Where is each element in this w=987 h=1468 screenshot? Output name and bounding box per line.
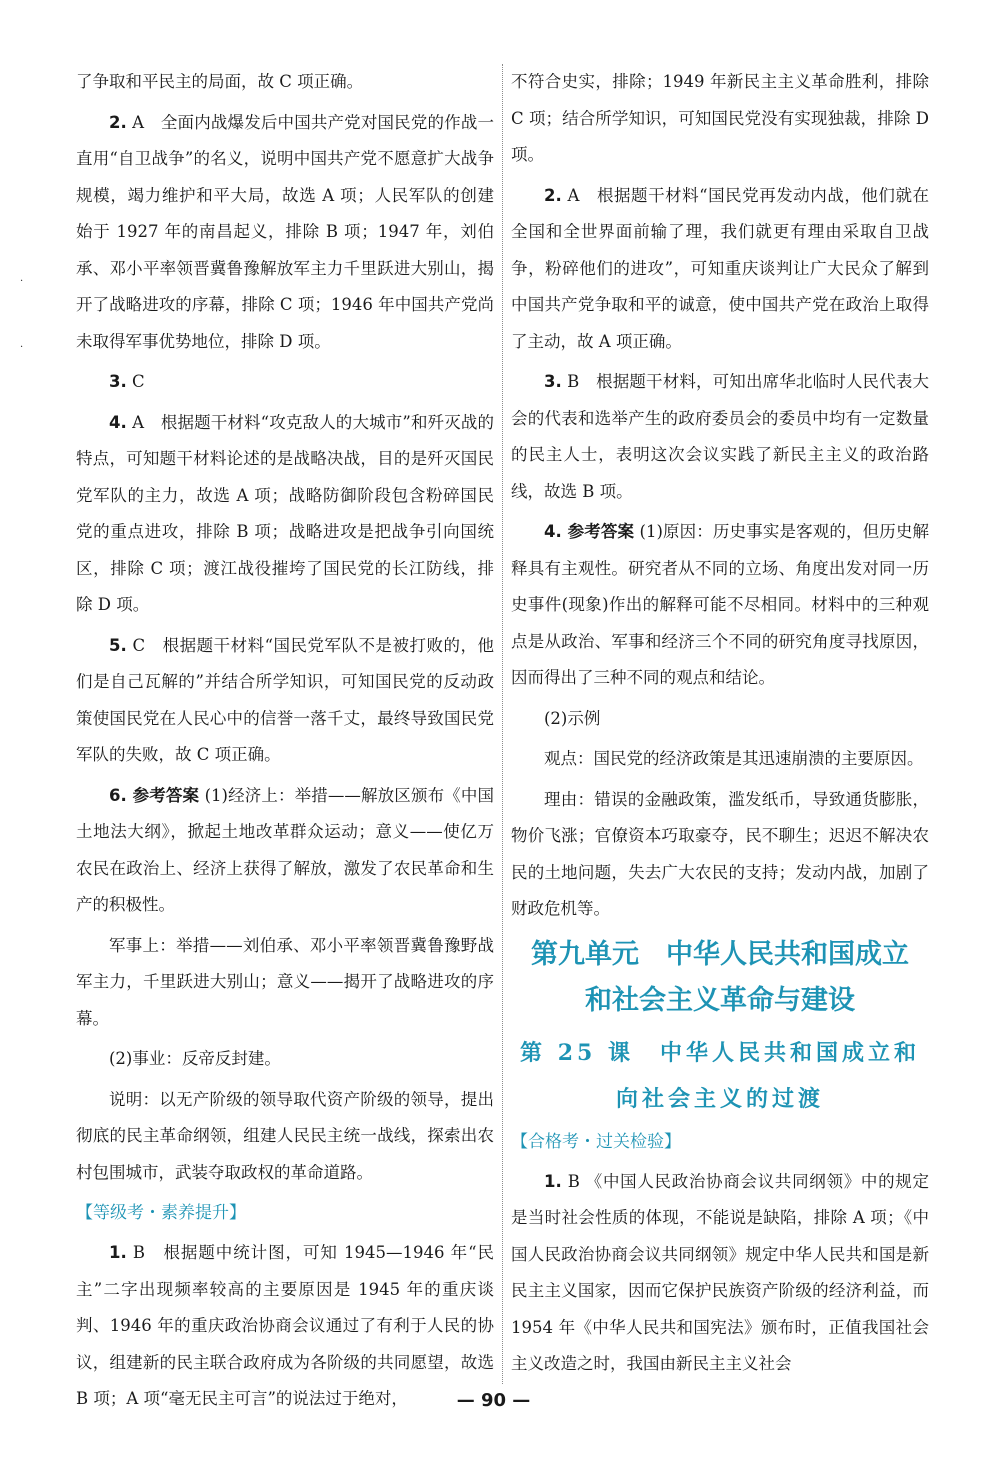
section-heading: 【合格考・过关检验】 (511, 1131, 681, 1152)
paragraph: (2)示例 (544, 708, 601, 728)
answer-5: 5. C 根据题干材料“国民党军队不是被打败的，他们是自己瓦解的”并结合所学知识，可知国民党的反动政策使国民党在人民心中的信誉一落千丈，最终导致国民党军队的失败，故 C 项正确。 (76, 635, 494, 764)
margin-mark: · (20, 342, 24, 353)
answer-4: 4. A 根据题干材料“攻克敌人的大城市”和歼灭战的特点，可知题干材料论述的是战略决战，目的是歼灭国民党军队的主力，故选 A 项；战略防御阶段包含粉碎国民党的重点进攻，排除 B 项；战略进攻是把战争引向国统区，排除 C 项；渡江战役摧垮了国民党的长江防线，排除 D 项。 (76, 412, 494, 614)
paragraph: 观点：国民党的经济政策是其迅速崩溃的主要原因。 (544, 749, 924, 768)
answer-3: 3. B 根据题干材料，可知出席华北临时人民代表大会的代表和选举产生的政府委员会的委员中均有一定数量的民主人士，表明这次会议实践了新民主主义的政治路线，故选 B 项。 (511, 372, 929, 501)
section-heading: 【等级考・素养提升】 (76, 1203, 246, 1223)
answer-4: 4. 参考答案 (1)原因：历史事实是客观的，但历史解释具有主观性。研究者从不同的立场、角度出发对同一历史事件(现象)作出的解释可能不尽相同。材料中的三种观点是从政治、军事和经济三个不同的研究角度寻找原因，因而得出了三种不同的观点和结论。 (511, 522, 929, 687)
right-column (511, 64, 929, 1387)
lesson-title (511, 1030, 929, 1122)
answer-2: 2. A 根据题干材料“国民党再发动内战，他们就在全国和全世界面前输了理，我们就更有理由采取自卫战争，粉碎他们的进攻”，可知重庆谈判让广大民众了解到中国共产党争取和平的诚意，使中国共产党在政治上取得了主动，故 A 项正确。 (511, 185, 929, 351)
left-column (76, 64, 494, 1422)
paragraph: 不符合史实，排除；1949 年新民主主义革命胜利，排除 C 项；结合所学知识，可知国民党没有实现独裁，排除 D 项。 (511, 72, 929, 164)
paragraph: (2)事业：反帝反封建。 (109, 1049, 281, 1068)
unit-title-line: 第九单元 中华人民共和国成立 (531, 938, 909, 970)
lesson-title-line: 第 25 课 中华人民共和国成立和 (520, 1039, 920, 1066)
lesson-title-line: 向社会主义的过渡 (615, 1085, 824, 1112)
answer-1: 1. B 《中国人民政治协商会议共同纲领》中的规定是当时社会性质的体现，不能说是缺陷，排除 A 项；《中国人民政治协商会议共同纲领》规定中华人民共和国是新民主主义国家，因而它保护民族资产阶级的经济利益，而 1954 年《中华人民共和国宪法》颁布时，正值我国社会主义改造之时，我国由新民主主义社会 (511, 1171, 929, 1373)
answer-3: 3. C (109, 372, 145, 391)
paragraph: 了争取和平民主的局面，故 C 项正确。 (76, 72, 364, 91)
page-number: — 90 — (456, 1390, 531, 1411)
answer-1: 1. B 根据题中统计图，可知 1945—1946 年“民主”二字出现频率较高的主要原因是 1945 年的重庆谈判、1946 年的重庆政治协商会议通过了有利于人民的协议，组建新的民主联合政府成为各阶级的共同愿望，故选 B 项；A 项“毫无民主可言”的说法过于绝对， (76, 1243, 494, 1408)
answer-2: 2. A 全面内战爆发后中国共产党对国民党的作战一直用“自卫战争”的名义，说明中国共产党不愿意扩大战争规模，竭力维护和平大局，故选 A 项；人民军队的创建始于 1927 年的南昌起义，排除 B 项；1947 年，刘伯承、邓小平率领晋冀鲁豫解放军主力千里跃进大别山，揭开了战略进攻的序幕，排除 C 项；1946 年中国共产党尚未取得军事优势地位，排除 D 项。 (76, 112, 494, 351)
paragraph: 理由：错误的金融政策，滥发纸币，导致通货膨胀，物价飞涨；官僚资本巧取豪夺，民不聊生；迟迟不解决农民的土地问题，失去广大农民的支持；发动内战，加剧了财政危机等。 (511, 789, 929, 918)
unit-title (511, 932, 929, 1024)
answer-6: 6. 参考答案 (1)经济上：举措——解放区颁布《中国土地法大纲》，掀起土地改革群众运动；意义——使亿万农民在政治上、经济上获得了解放，激发了农民革命和生产的积极性。 (76, 785, 494, 914)
paragraph: 说明：以无产阶级的领导取代资产阶级的领导，提出彻底的民主革命纲领，组建人民民主统一战线，探索出农村包围城市，武装夺取政权的革命道路。 (76, 1089, 494, 1182)
margin-mark: · (20, 276, 24, 287)
unit-title-line: 和社会主义革命与建设 (585, 984, 855, 1016)
paragraph: 军事上：举措——刘伯承、邓小平率领晋冀鲁豫野战军主力，千里跃进大别山；意义——揭开了战略进攻的序幕。 (76, 935, 494, 1028)
column-divider (502, 64, 503, 1384)
